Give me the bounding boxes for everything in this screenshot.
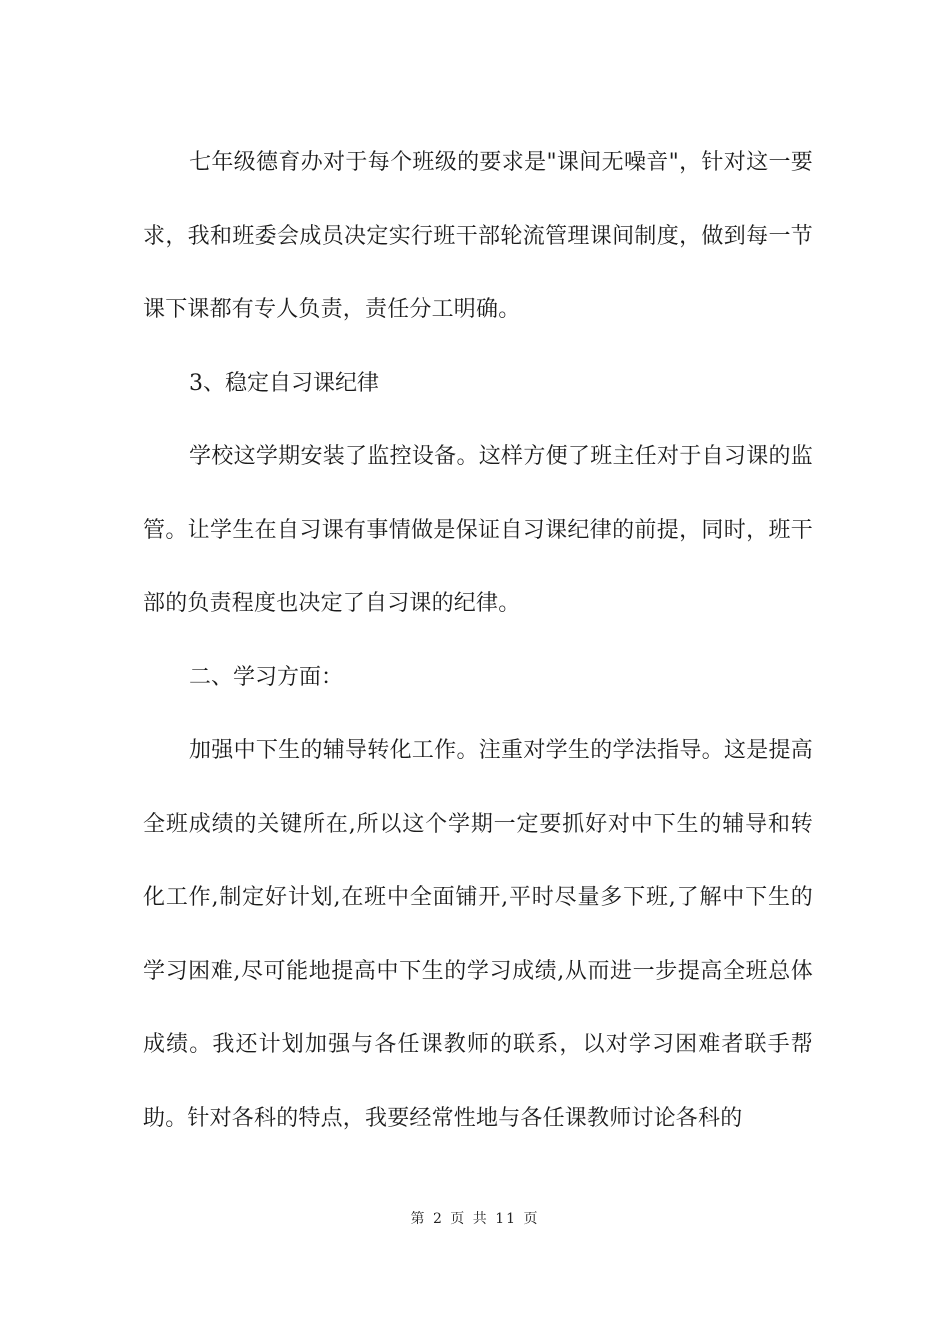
page-number-footer: 第 2 页 共 11 页 [410, 1211, 540, 1227]
paragraph-break-noise-rule: 七年级德育办对于每个班级的要求是"课间无噪音"，针对这一要求，我和班委会成员决定实行班干部轮流管理课间制度，做到每一节课下课都有专人负责，责任分工明确。 [143, 150, 813, 322]
section-heading-study: 二、学习方面： [189, 664, 344, 690]
paragraph-self-study-monitoring: 学校这学期安装了监控设备。这样方便了班主任对于自习课的监管。让学生在自习课有事情做是保证自习课纪律的前提，同时，班干部的负责程度也决定了自习课的纪律。 [143, 444, 813, 616]
section-heading-self-study: 3、稳定自习课纪律 [189, 370, 379, 396]
document-body [143, 126, 813, 1155]
paragraph-tutoring-plan: 加强中下生的辅导转化工作。注重对学生的学法指导。这是提高全班成绩的关键所在,所以这个学期一定要抓好对中下生的辅导和转化工作,制定好计划,在班中全面铺开,平时尽量多下班,了解中下生的学习困难,尽可能地提高中下生的学习成绩,从而进一步提高全班总体成绩。我还计划加强与各任课教师的联系，以对学习困难者联手帮助。针对各科的特点，我要经常性地与各任课教师讨论各科的 [143, 738, 813, 1131]
